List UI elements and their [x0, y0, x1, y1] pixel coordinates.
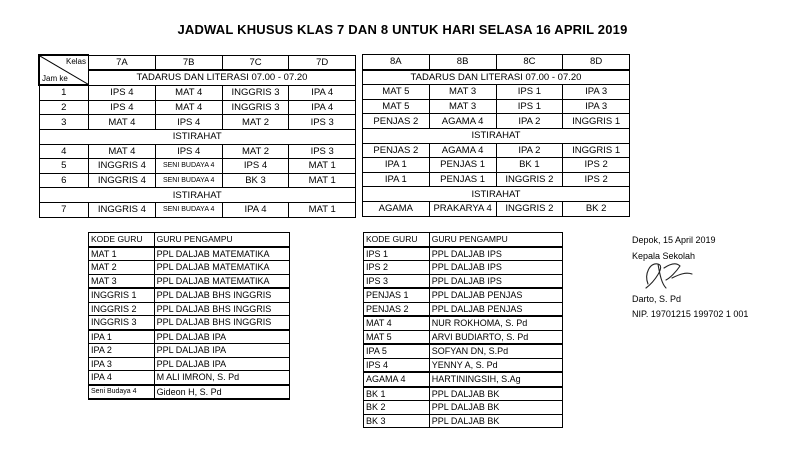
- kode-guru-cell: IPA 1: [89, 330, 155, 344]
- corner-header: [39, 55, 89, 85]
- jam-number: 1: [39, 85, 89, 100]
- istirahat-row: ISTIRAHAT: [39, 129, 356, 144]
- guru-name-cell: PPL DALJAB BK: [429, 387, 562, 401]
- kode-guru-cell: MAT 1: [89, 247, 155, 261]
- class-header: 7A: [89, 55, 156, 70]
- kode-guru-cell: IPA 5: [364, 344, 430, 358]
- schedule-table-8: [362, 54, 630, 217]
- guru-name-cell: PPL DALJAB PENJAS: [429, 302, 562, 316]
- guru-name-cell: Gideon H, S. Pd: [154, 385, 289, 400]
- guru-table-right: [363, 232, 563, 428]
- kode-guru-cell: BK 1: [364, 387, 430, 401]
- schedule-cell: AGAMA 4: [429, 143, 496, 158]
- guru-name-cell: PPL DALJAB MATEMATIKA: [154, 274, 289, 288]
- kode-guru-cell: IPA 3: [89, 357, 155, 371]
- schedule-cell: MAT 2: [222, 144, 289, 159]
- schedule-cell: IPA 4: [289, 85, 356, 100]
- guru-name-cell: M ALI IMRON, S. Pd: [154, 371, 289, 385]
- kode-guru-cell: MAT 5: [364, 330, 430, 344]
- schedule-cell: MAT 5: [363, 99, 430, 114]
- kode-guru-cell: PENJAS 2: [364, 302, 430, 316]
- kode-guru-cell: IPA 2: [89, 344, 155, 358]
- class-header: 7D: [289, 55, 356, 70]
- guru-name-cell: PPL DALJAB MATEMATIKA: [154, 261, 289, 275]
- schedule-cell: MAT 4: [89, 144, 156, 159]
- schedule-cell: MAT 4: [89, 115, 156, 130]
- schedule-cell: INGGRIS 1: [563, 114, 630, 129]
- schedule-cell: PENJAS 2: [363, 143, 430, 158]
- guru-name-cell: ARVI BUDIARTO, S. Pd: [429, 330, 562, 344]
- kode-guru-cell: MAT 4: [364, 316, 430, 330]
- schedule-cell: PENJAS 1: [429, 172, 496, 187]
- kode-guru-cell: INGGRIS 2: [89, 302, 155, 316]
- guru-name-cell: PPL DALJAB IPA: [154, 330, 289, 344]
- guru-name-cell: PPL DALJAB BHS INGGRIS: [154, 288, 289, 302]
- guru-table-left: [88, 232, 290, 400]
- schedule-cell: AGAMA: [363, 201, 430, 216]
- kode-guru-cell: AGAMA 4: [364, 372, 430, 387]
- schedule-cell: IPS 4: [155, 115, 222, 130]
- class-header: 7B: [155, 55, 222, 70]
- schedule-cell: IPS 4: [89, 100, 156, 115]
- guru-name-cell: PPL DALJAB IPS: [429, 247, 562, 261]
- schedule-cell: IPA 2: [496, 114, 563, 129]
- kode-guru-cell: IPS 4: [364, 358, 430, 372]
- jam-number: 5: [39, 159, 89, 174]
- kode-guru-cell: BK 3: [364, 414, 430, 428]
- schedule-cell: INGGRIS 1: [563, 143, 630, 158]
- schedule-cell: INGGRIS 4: [89, 202, 156, 217]
- schedule-cell: SENI BUDAYA 4: [155, 159, 222, 174]
- schedule-cell: MAT 1: [289, 202, 356, 217]
- guru-name-cell: SOFYAN DN, S.Pd: [429, 344, 562, 358]
- kelas-label: Kelas: [65, 57, 86, 66]
- class-header: 8B: [429, 55, 496, 70]
- guru-name-cell: PPL DALJAB MATEMATIKA: [154, 247, 289, 261]
- class-header: 7C: [222, 55, 289, 70]
- guru-pengampu-header: GURU PENGAMPU: [154, 233, 289, 247]
- kode-guru-cell: MAT 2: [89, 261, 155, 275]
- kode-guru-cell: PENJAS 1: [364, 288, 430, 302]
- istirahat-row: ISTIRAHAT: [39, 188, 356, 203]
- class-header: 8A: [363, 55, 430, 70]
- schedule-cell: IPA 1: [363, 158, 430, 173]
- jam-number: 3: [39, 115, 89, 130]
- kode-guru-cell: BK 2: [364, 401, 430, 415]
- kode-guru-header: KODE GURU: [89, 233, 155, 247]
- schedule-cell: PENJAS 1: [429, 158, 496, 173]
- schedule-cell: IPA 4: [289, 100, 356, 115]
- handwritten-signature: [636, 254, 696, 294]
- schedule-cell: BK 3: [222, 173, 289, 188]
- guru-name-cell: PPL DALJAB BK: [429, 414, 562, 428]
- guru-name-cell: PPL DALJAB BHS INGGRIS: [154, 302, 289, 316]
- sign-nip: NIP. 19701215 199702 1 001: [632, 309, 749, 319]
- guru-name-cell: YENNY A, S. Pd: [429, 358, 562, 372]
- jam-number: 7: [39, 202, 89, 217]
- schedule-cell: SENI BUDAYA 4: [155, 202, 222, 217]
- class-header: 8C: [496, 55, 563, 70]
- schedule-cell: IPA 3: [563, 99, 630, 114]
- kode-guru-header: KODE GURU: [364, 233, 430, 247]
- guru-name-cell: PPL DALJAB BHS INGGRIS: [154, 316, 289, 330]
- guru-name-cell: HARTININGSIH, S.Ag: [429, 372, 562, 387]
- schedule-cell: IPS 2: [563, 172, 630, 187]
- kode-guru-cell: INGGRIS 3: [89, 316, 155, 330]
- schedule-cell: IPS 3: [289, 144, 356, 159]
- sign-place-date: Depok, 15 April 2019: [632, 235, 716, 245]
- jam-ke-label: Jam ke: [42, 74, 68, 84]
- schedule-cell: SENI BUDAYA 4: [155, 173, 222, 188]
- schedule-cell: IPS 4: [155, 144, 222, 159]
- guru-name-cell: PPL DALJAB PENJAS: [429, 288, 562, 302]
- guru-name-cell: PPL DALJAB IPS: [429, 261, 562, 275]
- schedule-cell: INGGRIS 4: [89, 159, 156, 174]
- kode-guru-cell: IPS 2: [364, 261, 430, 275]
- schedule-cell: INGGRIS 3: [222, 100, 289, 115]
- schedule-cell: BK 1: [496, 158, 563, 173]
- guru-name-cell: NUR ROKHOMA, S. Pd: [429, 316, 562, 330]
- schedule-cell: PENJAS 2: [363, 114, 430, 129]
- schedule-cell: INGGRIS 2: [496, 172, 563, 187]
- schedule-cell: IPA 4: [222, 202, 289, 217]
- schedule-cell: MAT 4: [155, 100, 222, 115]
- sign-role: Kepala Sekolah: [632, 251, 696, 261]
- schedule-cell: MAT 2: [222, 115, 289, 130]
- schedule-cell: MAT 1: [289, 173, 356, 188]
- kode-guru-cell: IPS 1: [364, 247, 430, 261]
- jam-number: 2: [39, 100, 89, 115]
- schedule-cell: IPS 3: [289, 115, 356, 130]
- schedule-cell: IPS 2: [563, 158, 630, 173]
- schedule-cell: IPS 1: [496, 99, 563, 114]
- schedule-cell: MAT 4: [155, 85, 222, 100]
- schedule-cell: MAT 3: [429, 85, 496, 100]
- guru-name-cell: PPL DALJAB IPA: [154, 344, 289, 358]
- schedule-cell: MAT 5: [363, 85, 430, 100]
- guru-pengampu-header: GURU PENGAMPU: [429, 233, 562, 247]
- kode-guru-cell: MAT 3: [89, 274, 155, 288]
- schedule-cell: IPS 4: [222, 159, 289, 174]
- kode-guru-cell: IPA 4: [89, 371, 155, 385]
- kode-guru-cell: INGGRIS 1: [89, 288, 155, 302]
- schedule-cell: INGGRIS 4: [89, 173, 156, 188]
- istirahat-row: ISTIRAHAT: [363, 187, 630, 202]
- schedule-cell: IPA 1: [363, 172, 430, 187]
- kode-guru-cell: IPS 3: [364, 274, 430, 288]
- schedule-cell: MAT 3: [429, 99, 496, 114]
- sign-name: Darto, S. Pd: [632, 294, 682, 304]
- schedule-cell: IPS 4: [89, 85, 156, 100]
- guru-name-cell: PPL DALJAB IPS: [429, 274, 562, 288]
- kode-guru-cell: Seni Budaya 4: [89, 385, 155, 400]
- schedule-cell: MAT 1: [289, 159, 356, 174]
- schedule-cell: IPS 1: [496, 85, 563, 100]
- tadarus-row: TADARUS DAN LITERASI 07.00 - 07.20: [363, 70, 630, 85]
- istirahat-row: ISTIRAHAT: [363, 128, 630, 143]
- page-title: JADWAL KHUSUS KLAS 7 DAN 8 UNTUK HARI SELASA 16 APRIL 2019: [177, 22, 628, 37]
- schedule-cell: IPA 2: [496, 143, 563, 158]
- jam-number: 6: [39, 173, 89, 188]
- tadarus-row: TADARUS DAN LITERASI 07.00 - 07.20: [89, 70, 356, 85]
- schedule-cell: IPA 3: [563, 85, 630, 100]
- guru-name-cell: PPL DALJAB BK: [429, 401, 562, 415]
- schedule-cell: PRAKARYA 4: [429, 201, 496, 216]
- schedule-table-7: [38, 54, 356, 218]
- jam-number: 4: [39, 144, 89, 159]
- guru-name-cell: PPL DALJAB IPA: [154, 357, 289, 371]
- schedule-cell: BK 2: [563, 201, 630, 216]
- schedule-cell: INGGRIS 2: [496, 201, 563, 216]
- schedule-cell: INGGRIS 3: [222, 85, 289, 100]
- schedule-cell: AGAMA 4: [429, 114, 496, 129]
- class-header: 8D: [563, 55, 630, 70]
